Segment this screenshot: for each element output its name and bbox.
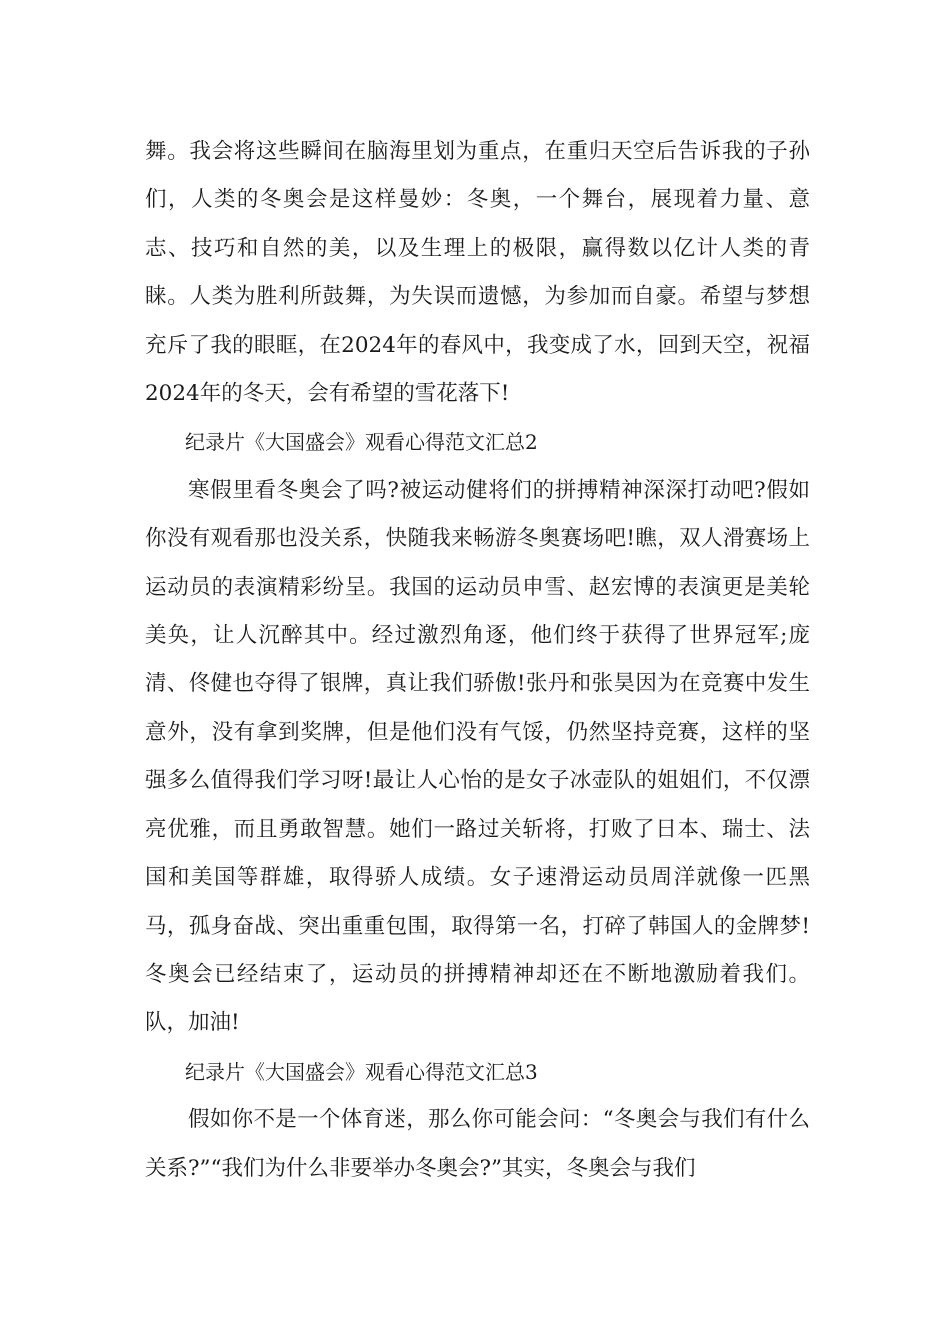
paragraph-section-3: 假如你不是一个体育迷，那么你可能会问：“冬奥会与我们有什么关系?”“我们为什么非要举办冬奥会?”其实，冬奥会与我们 — [145, 1107, 810, 1181]
paragraph-continued: 舞。我会将这些瞬间在脑海里划为重点，在重归天空后告诉我的子孙们，人类的冬奥会是这样曼妙：冬奥，一个舞台，展现着力量、意志、技巧和自然的美，以及生理上的极限，赢得数以亿计人类的青睐。人类为胜利所鼓舞，为失误而遗憾，为参加而自豪。希望与梦想充斥了我的眼眶，在2024年的春风中，我变成了水，回到天空，祝福2024年的冬天，会有希望的雪花落下! — [145, 139, 810, 407]
section-heading-2: 纪录片《大国盛会》观看心得范文汇总2 — [185, 430, 538, 455]
paragraph-section-2: 寒假里看冬奥会了吗?被运动健将们的拼搏精神深深打动吧?假如你没有观看那也没关系，快随我来畅游冬奥赛场吧!瞧，双人滑赛场上运动员的表演精彩纷呈。我国的运动员申雪、赵宏博的表演更是美轮美奂，让人沉醉其中。经过激烈角逐，他们终于获得了世界冠军;庞清、佟健也夺得了银牌，真让我们骄傲!张丹和张昊因为在竞赛中发生意外，没有拿到奖牌，但是他们没有气馁，仍然坚持竞赛，这样的坚强多么值得我们学习呀!最让人心怡的是女子冰壶队的姐姐们，不仅漂亮优雅，而且勇敢智慧。她们一路过关斩将，打败了日本、瑞士、法国和美国等群雄，取得骄人成绩。女子速滑运动员周洋就像一匹黑马，孤身奋战、突出重重包围，取得第一名，打碎了韩国人的金牌梦!冬奥会已经结束了，运动员的拼搏精神却还在不断地激励着我们。队，加油! — [145, 477, 810, 1036]
section-heading-3: 纪录片《大国盛会》观看心得范文汇总3 — [185, 1059, 538, 1084]
document-body — [145, 128, 810, 1193]
